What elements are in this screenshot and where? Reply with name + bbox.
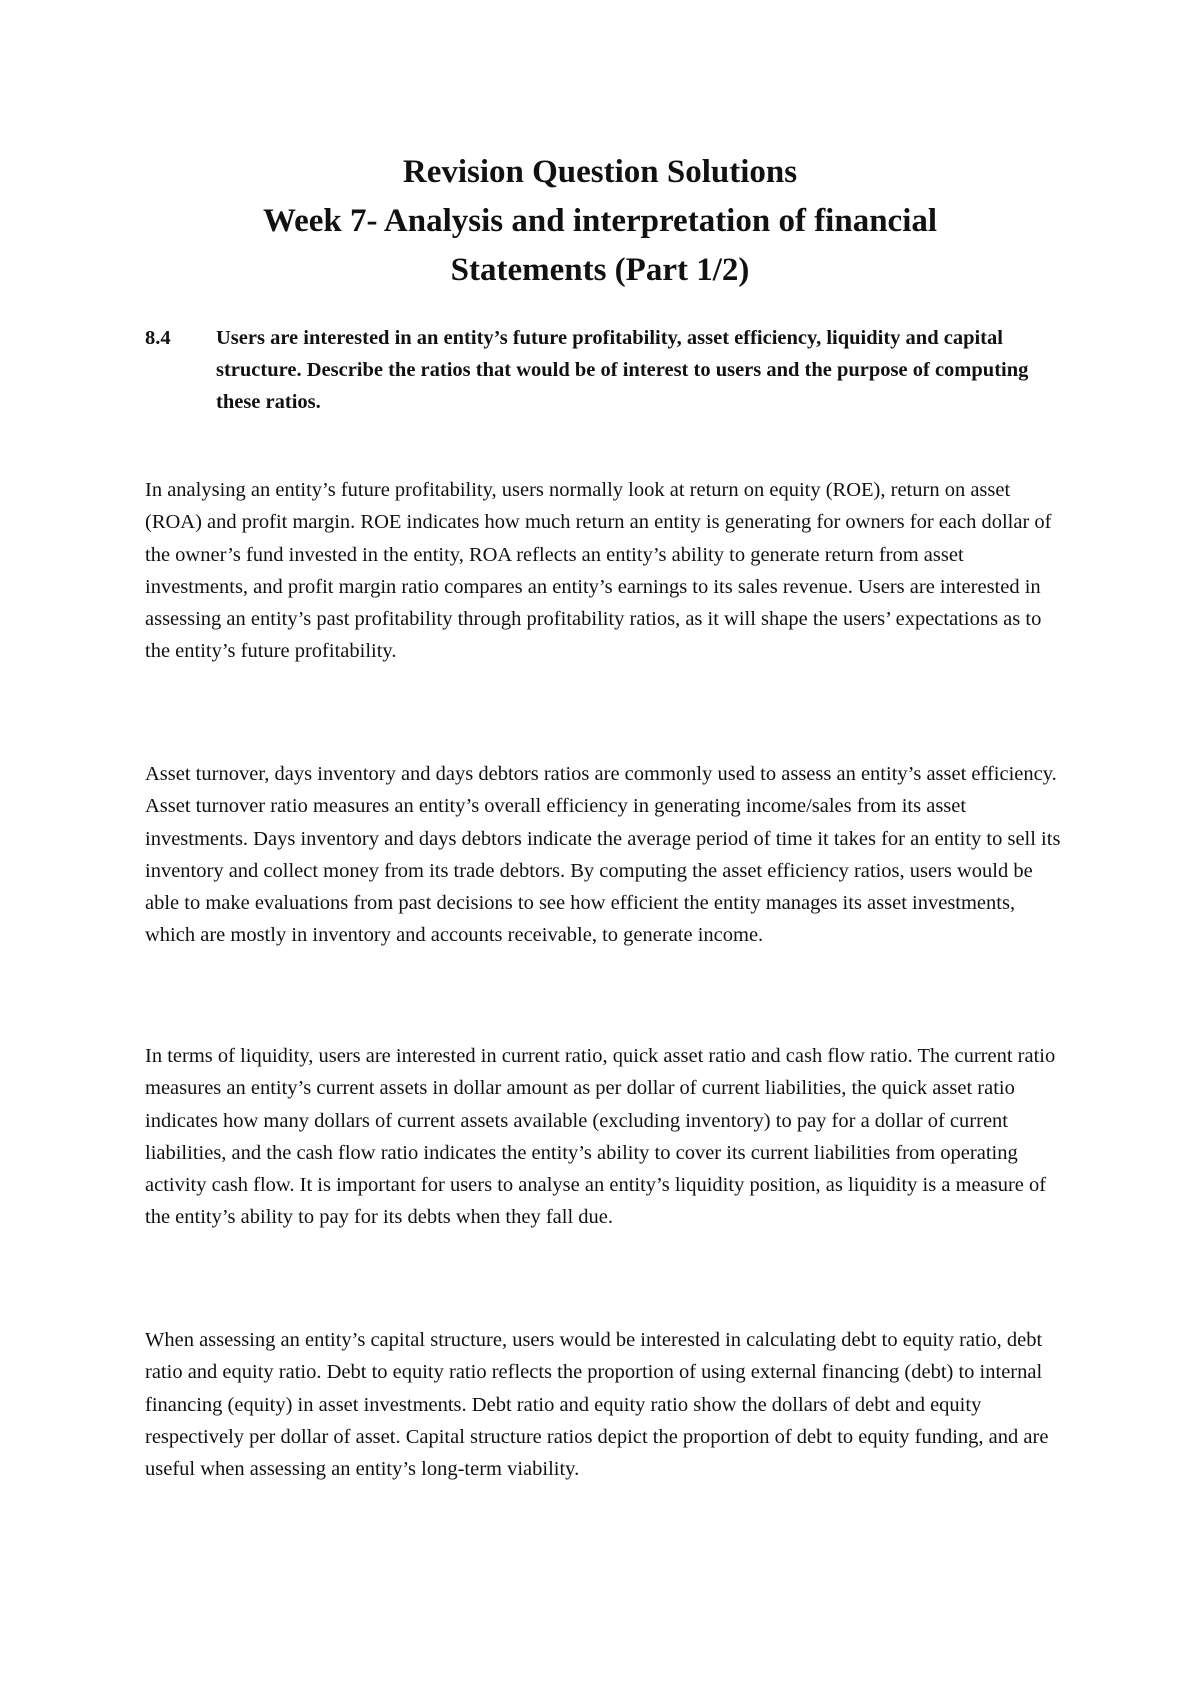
paragraph-liquidity: In terms of liquidity, users are interested in current ratio, quick asset ratio and cash flow ratio. The current ratio measures an entity’s current assets in dollar amount as per dollar of current liabilities, the quick asset ratio indicates how many dollars of current assets available (excluding inventory) to pay for a dollar of current liabilities, and the cash flow ratio indicates the entity’s ability to cover its current liabilities from operating activity cash flow. It is important for users to analyse an entity’s liquidity position, as liquidity is a measure of the entity’s ability to pay for its debts when they fall due. [145, 1045, 1056, 1229]
document-title [140, 148, 1060, 295]
question-block [145, 322, 1065, 418]
question-number: 8.4 [145, 327, 171, 349]
question-text: Users are interested in an entity’s future profitability, asset efficiency, liquidity and capital structure. Describe the ratios that would be of interest to users and the purpose of computing these ratios. [216, 327, 1029, 413]
paragraph-capital-structure: When assessing an entity’s capital structure, users would be interested in calculating debt to equity ratio, debt ratio and equity ratio. Debt to equity ratio reflects the proportion of using external financing (debt) to internal financing (equity) in asset investments. Debt ratio and equity ratio show the dollars of debt and equity respectively per dollar of asset. Capital structure ratios depict the proportion of debt to equity funding, and are useful when assessing an entity’s long-term viability. [145, 1329, 1049, 1481]
title-line-1: Revision Question Solutions [402, 154, 798, 190]
paragraph-profitability: In analysing an entity’s future profitability, users normally look at return on equity (ROE), return on asset (ROA) and profit margin. ROE indicates how much return an entity is generating for owners for each dollar of the owner’s fund invested in the entity, ROA reflects an entity’s ability to generate return from asset investments, and profit margin ratio compares an entity’s earnings to its sales revenue. Users are interested in assessing an entity’s past profitability through profitability ratios, as it will shape the users’ expectations as to the entity’s future profitability. [145, 479, 1052, 663]
title-line-3: Statements (Part 1/2) [450, 252, 750, 288]
paragraph-asset-efficiency: Asset turnover, days inventory and days debtors ratios are commonly used to assess an entity’s asset efficiency. Asset turnover ratio measures an entity’s overall efficiency in generating income/sales from its asset investments. Days inventory and days debtors indicate the average period of time it takes for an entity to sell its inventory and collect money from its trade debtors. By computing the asset efficiency ratios, users would be able to make evaluations from past decisions to see how efficient the entity manages its asset investments, which are mostly in inventory and accounts receivable, to generate income. [145, 763, 1061, 947]
title-line-2: Week 7- Analysis and interpretation of financial [262, 203, 938, 239]
